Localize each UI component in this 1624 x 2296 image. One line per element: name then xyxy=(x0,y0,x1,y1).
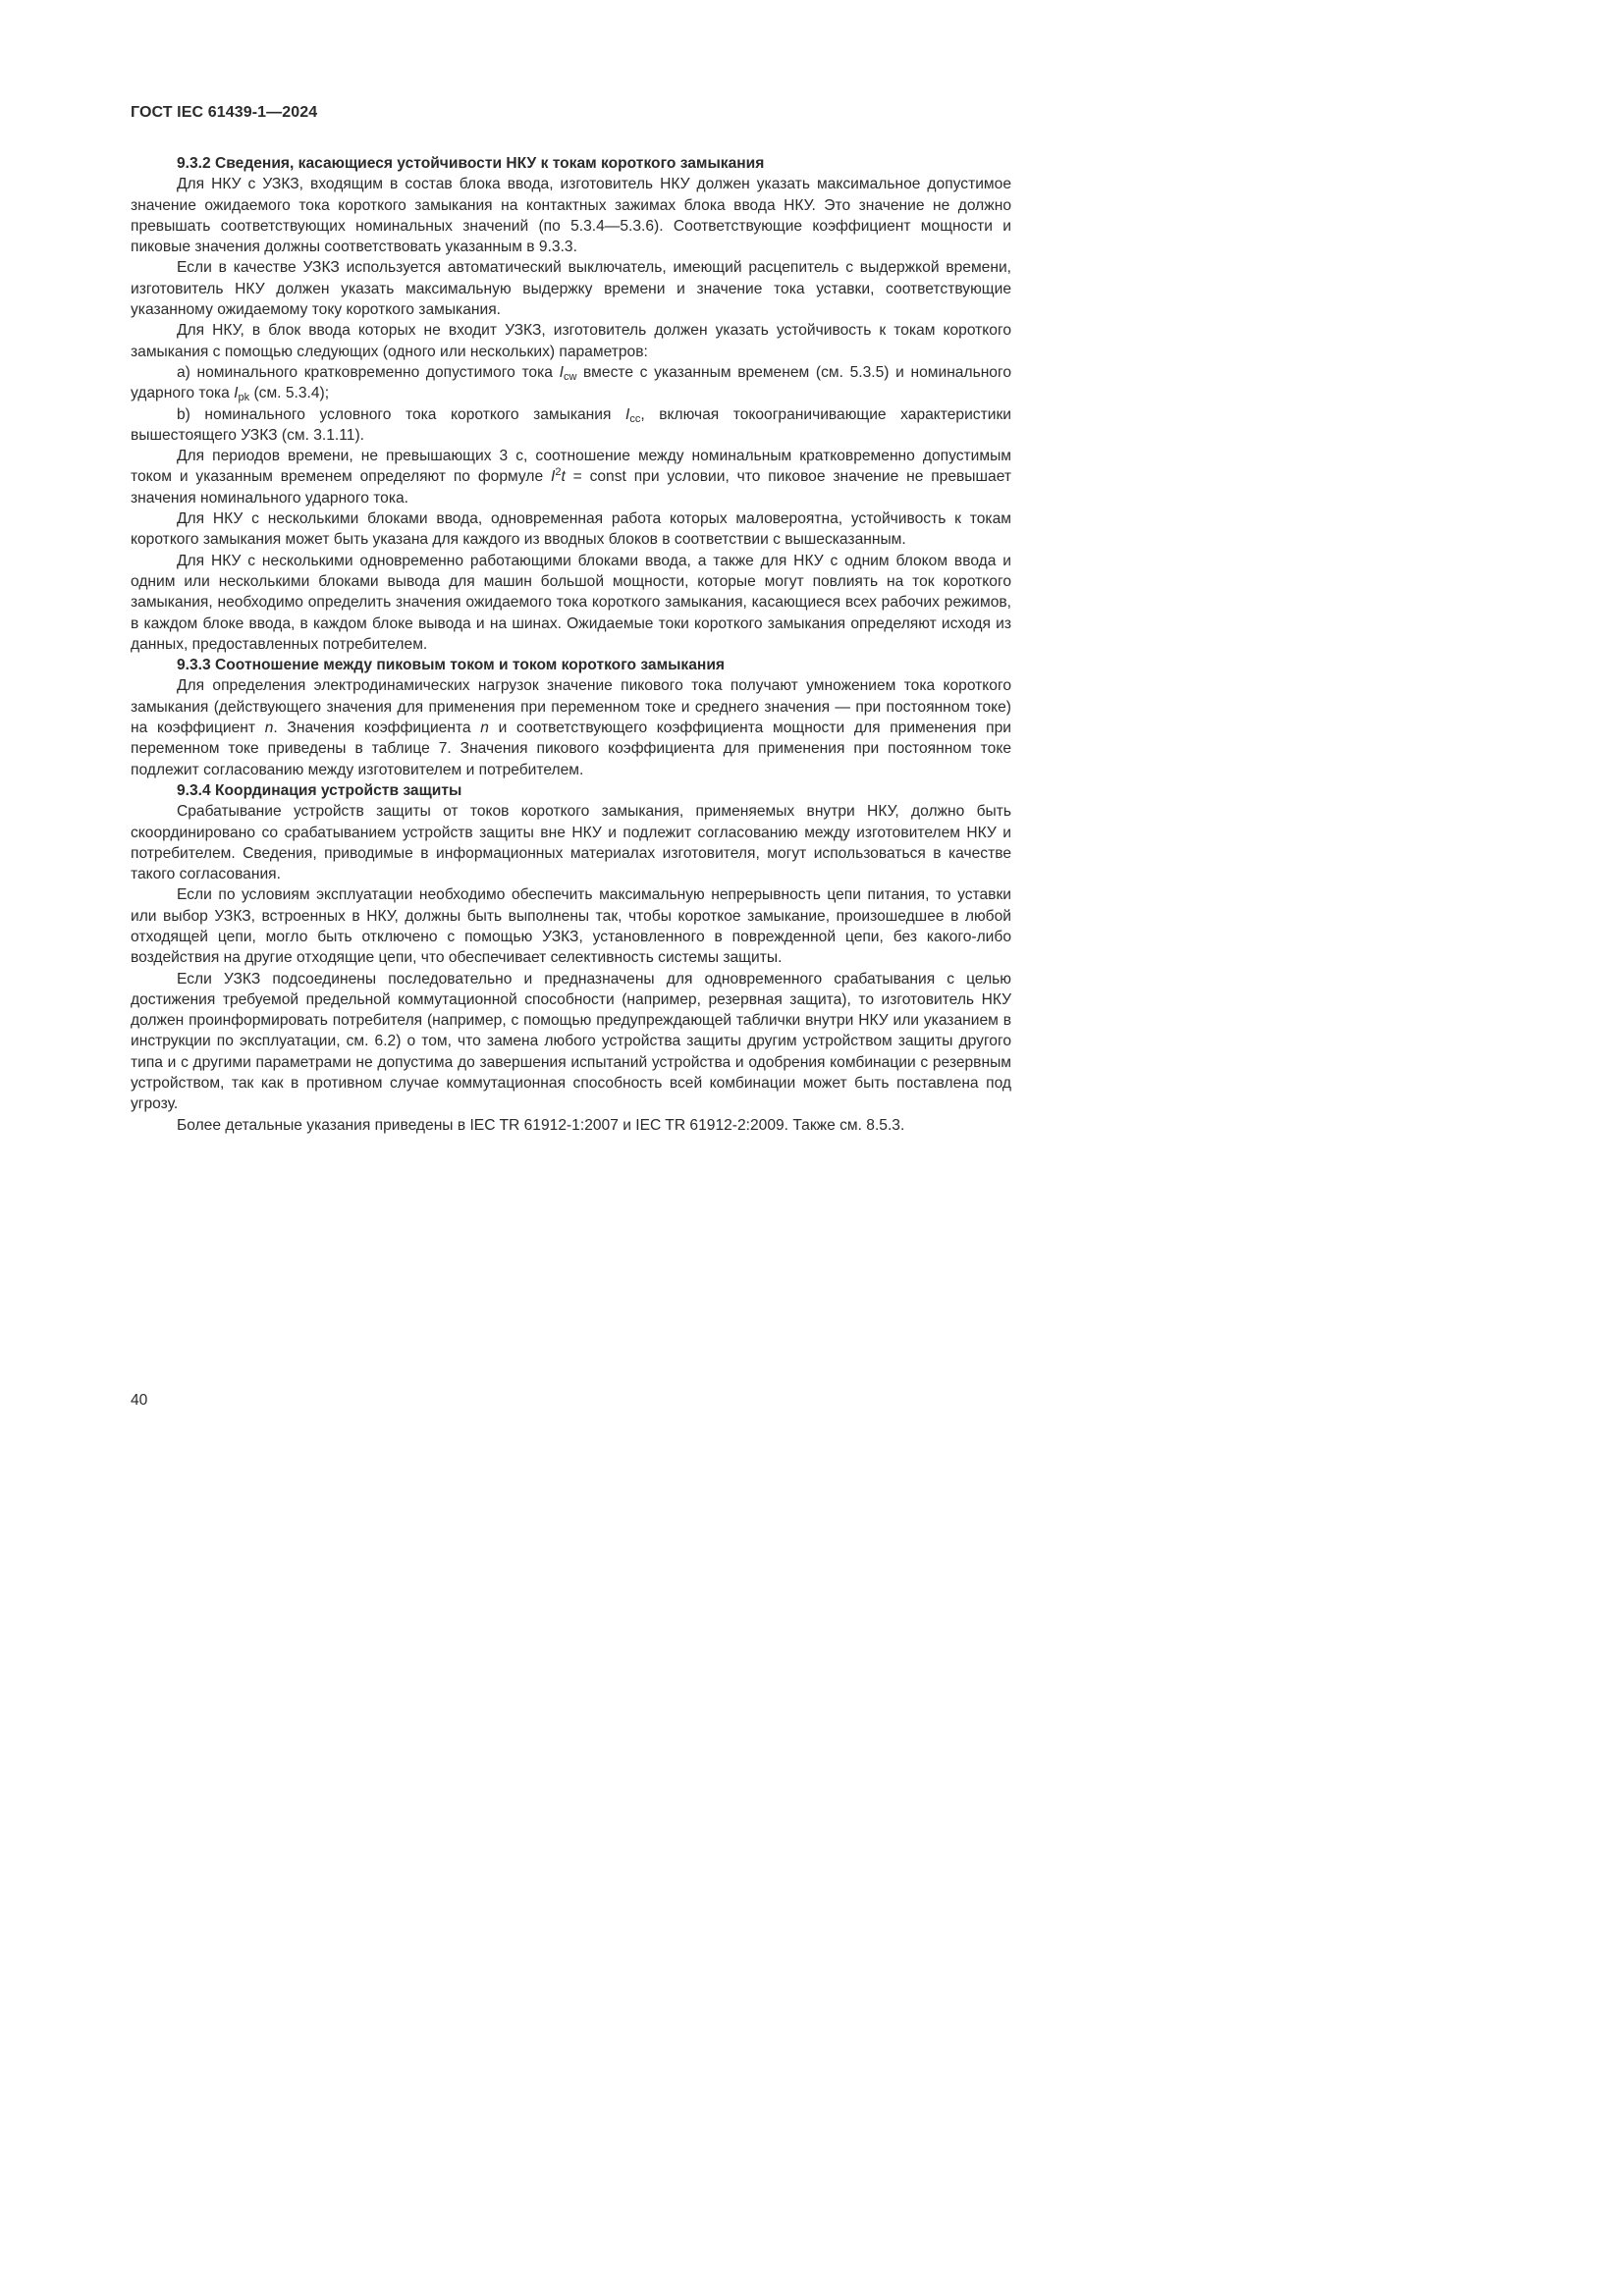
section-title-9-3-3: 9.3.3 Соотношение между пиковым током и током короткого замыкания xyxy=(177,657,726,674)
section-title-9-3-2: 9.3.2 Сведения, касающиеся устойчивости НКУ к токам короткого замыкания xyxy=(177,155,765,172)
paragraph: Если в качестве УЗКЗ используется автоматический выключатель, имеющий расцепитель с выдержкой времени, изготовитель НКУ должен указать максимальную выдержку времени и значение тока уставки, соответствующие указанному ожидаемому току короткого замыкания. xyxy=(131,259,1011,319)
paragraph-formula: Для периодов времени, не превышающих 3 с, соотношение между номинальным кратковременно допустимым током и указанным временем определяют по формуле $I^2t$ = const при условии, что пиковое значение не превышает значения номинального ударного тока. xyxy=(131,448,1011,507)
paragraph: Срабатывание устройств защиты от токов короткого замыкания, применяемых внутри НКУ, должно быть скоординировано со срабатыванием устройств защиты вне НКУ и подлежит согласованию между изготовителем НКУ и потребителем. Сведения, приводимые в информационных материалах изготовителя, могут использоваться в качестве такого согласования. xyxy=(131,803,1011,883)
document-header: ГОСТ IEC 61439-1—2024 xyxy=(131,104,318,121)
paragraph: Для НКУ с УЗКЗ, входящим в состав блока ввода, изготовитель НКУ должен указать максимальное допустимое значение ожидаемого тока короткого замыкания на контактных зажимах блока ввода НКУ. Это значение не должно превышать соответствующих номинальных значений (по 5.3.4—5.3.6). Соответствующие коэффициент мощности и пиковые значения должны соответствовать указанным в 9.3.3. xyxy=(131,176,1011,256)
paragraph: Для определения электродинамических нагрузок значение пикового тока получают умножением тока короткого замыкания (действующего значения для применения при переменном токе и среднего значения — при постоянном токе) на коэффициент n. Значения коэффициента n и соответствующего коэффициента мощности для применения при переменном токе приведены в таблице 7. Значения пикового коэффициента для применения при постоянном токе подлежит согласованию между изготовителем и потребителем. xyxy=(131,677,1011,778)
paragraph: Более детальные указания приведены в IEC TR 61912-1:2007 и IEC TR 61912-2:2009. Также см. 8.5.3. xyxy=(177,1116,905,1134)
page-number: 40 xyxy=(131,1392,148,1409)
paragraph: Для НКУ, в блок ввода которых не входит УЗКЗ, изготовитель должен указать устойчивость к токам короткого замыкания с помощью следующих (одного или нескольких) параметров: xyxy=(131,322,1011,360)
paragraph: Если по условиям эксплуатации необходимо обеспечить максимальную непрерывность цепи питания, то уставки или выбор УЗКЗ, встроенных в НКУ, должны быть выполнены так, чтобы короткое замыкание, произошедшее в любой отходящей цепи, могло быть отключено с помощью УЗКЗ, установленного в поврежденной цепи, без какого-либо воздействия на другие отходящие цепи, что обеспечивает селективность системы защиты. xyxy=(131,886,1011,967)
paragraph: Если УЗКЗ подсоединены последовательно и предназначены для одновременного срабатывания с целью достижения требуемой предельной коммутационной способности (например, резервная защита), то изготовитель НКУ должен проинформировать потребителя (например, с помощью предупреждающей таблички внутри НКУ или указанием в инструкции по эксплуатации, см. 6.2) о том, что замена любого устройства защиты другим устройством защиты другого типа и с другими параметрами не допустима до завершения испытаний устройства и одобрения комбинации с резервным устройством, так как в противном случае коммутационная способность всей комбинации может быть поставлена под угрозу. xyxy=(131,970,1011,1113)
document-page xyxy=(0,0,1083,1530)
document-body xyxy=(131,153,1011,1136)
section-title-9-3-4: 9.3.4 Координация устройств защиты xyxy=(177,781,462,799)
list-item-a: а) номинального кратковременно допустимого тока $I_{cw}$ вместе с указанным временем (см. 5.3.5) и номинального ударного тока $I_{pk}$ (см. 5.3.4); xyxy=(131,363,1012,404)
paragraph: Для НКУ с несколькими одновременно работающими блоками ввода, а также для НКУ с одним блоком ввода и одним или несколькими блоками вывода для машин большой мощности, которые могут повлиять на ток короткого замыкания, необходимо определить значения ожидаемого тока короткого замыкания, касающиеся всех рабочих режимов, в каждом блоке ввода, в каждом блоке вывода и на шинах. Ожидаемые токи короткого замыкания определяют исходя из данных, предоставленных потребителем. xyxy=(131,552,1011,653)
list-item-b: b) номинального условного тока короткого замыкания $I_{cc}$, включая токоограничивающие характеристики вышестоящего УЗКЗ (см. 3.1.11). xyxy=(131,405,1011,444)
paragraph: Для НКУ с несколькими блоками ввода, одновременная работа которых маловероятна, устойчивость к токам короткого замыкания может быть указана для каждого из вводных блоков в соответствии с вышесказанным. xyxy=(131,510,1011,549)
